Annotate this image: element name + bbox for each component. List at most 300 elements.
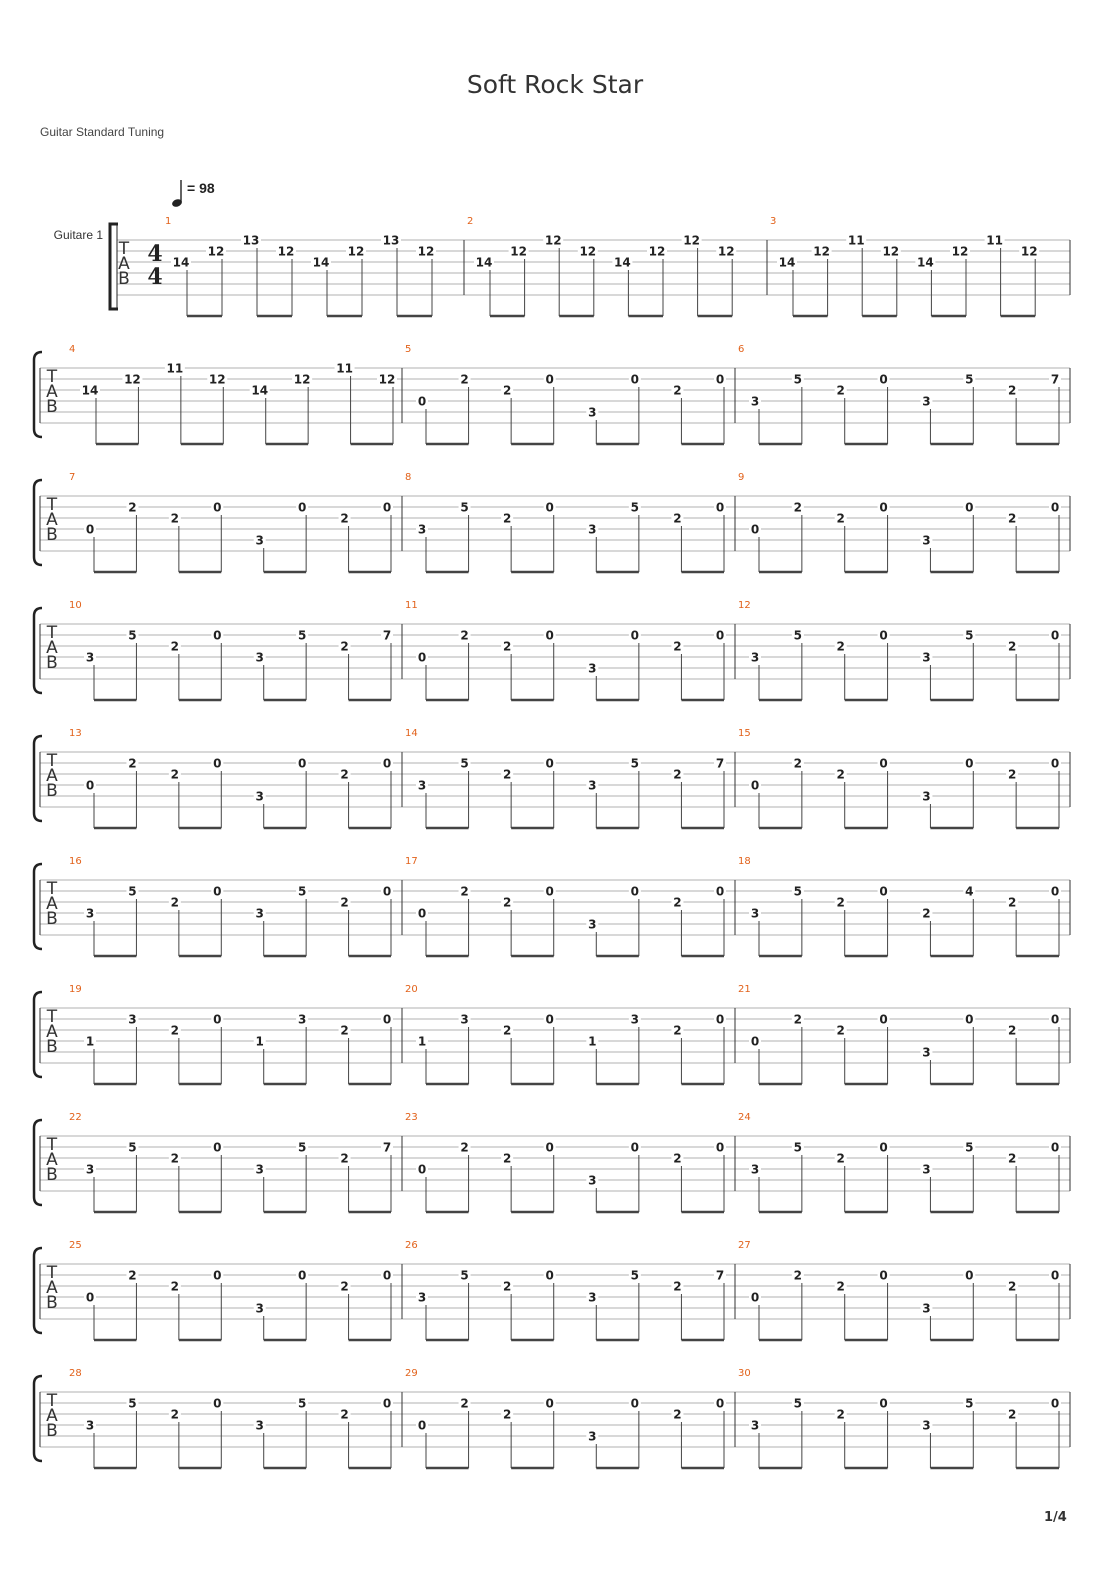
- fret-number: 12: [417, 244, 435, 259]
- fret-number: 14: [917, 255, 934, 270]
- fret-number: 2: [793, 1012, 803, 1027]
- fret-number: 2: [673, 383, 682, 398]
- fret-number: 2: [170, 767, 180, 782]
- fret-number: 0: [1050, 756, 1060, 771]
- tab-label-a: A: [46, 1278, 58, 1298]
- fret-number: 2: [460, 372, 469, 387]
- fret-number: 3: [588, 1290, 597, 1305]
- fret-number: 0: [879, 1268, 888, 1283]
- fret-number: 0: [85, 522, 95, 537]
- fret-number: 2: [922, 906, 931, 921]
- tab-label-t: T: [46, 1263, 58, 1283]
- fret-number: 2: [673, 1023, 682, 1038]
- fret-number: 0: [545, 1140, 554, 1155]
- fret-number: 2: [673, 639, 682, 654]
- fret-number: 0: [879, 1396, 888, 1411]
- fret-number: 3: [417, 778, 427, 793]
- tab-label-t: T: [46, 879, 58, 899]
- fret-number: 0: [297, 756, 307, 771]
- system-bracket: [34, 1120, 42, 1205]
- fret-number: 12: [544, 233, 562, 248]
- fret-number: 2: [502, 511, 512, 526]
- fret-number: 0: [417, 1162, 427, 1177]
- fret-number: 5: [460, 500, 469, 515]
- fret-number: 5: [297, 1140, 307, 1155]
- measure-number: 7: [69, 472, 76, 483]
- measure-number: 18: [738, 856, 751, 867]
- fret-number: 2: [460, 884, 469, 899]
- tab-label-b: B: [46, 397, 58, 417]
- fret-number: 3: [922, 1418, 931, 1433]
- system-bracket: [34, 608, 42, 693]
- fret-number: 13: [382, 233, 400, 248]
- fret-number: 3: [85, 1418, 95, 1433]
- fret-number: 0: [750, 522, 760, 537]
- tab-label-t: T: [118, 239, 130, 259]
- fret-number: 5: [630, 756, 640, 771]
- fret-number: 2: [1007, 1023, 1017, 1038]
- measure-number: 19: [69, 984, 82, 995]
- fret-number: 0: [965, 756, 974, 771]
- fret-number: 5: [297, 1396, 307, 1411]
- fret-number: 14: [778, 255, 796, 270]
- fret-number: 3: [922, 1162, 931, 1177]
- fret-number: 2: [128, 756, 137, 771]
- fret-number: 14: [251, 383, 269, 398]
- tab-label-t: T: [46, 1135, 58, 1155]
- measure-number: 23: [405, 1112, 418, 1123]
- tab-label-a: A: [46, 382, 58, 402]
- fret-number: 5: [965, 372, 974, 387]
- fret-number: 12: [717, 244, 735, 259]
- fret-number: 12: [882, 244, 900, 259]
- fret-number: 3: [588, 405, 597, 420]
- fret-number: 13: [242, 233, 260, 248]
- time-signature-bottom: 4: [147, 264, 163, 290]
- fret-number: 0: [715, 500, 725, 515]
- fret-number: 0: [213, 756, 222, 771]
- fret-number: 3: [922, 1301, 931, 1316]
- fret-number: 2: [340, 639, 349, 654]
- song-title: Soft Rock Star: [466, 70, 644, 99]
- fret-number: 0: [545, 1396, 554, 1411]
- fret-number: 3: [588, 1173, 597, 1188]
- fret-number: 5: [793, 884, 803, 899]
- system-bracket: [34, 992, 42, 1077]
- fret-number: 0: [1050, 500, 1060, 515]
- fret-number: 14: [312, 255, 330, 270]
- fret-number: 3: [588, 778, 597, 793]
- system-bracket: [34, 1376, 42, 1461]
- fret-number: 7: [382, 1140, 392, 1155]
- measure-number: 21: [738, 984, 751, 995]
- tab-label-t: T: [46, 1007, 58, 1027]
- fret-number: 12: [813, 244, 830, 259]
- fret-number: 12: [1020, 244, 1038, 259]
- measure-number: 1: [165, 216, 172, 227]
- tab-label-a: A: [118, 254, 130, 274]
- fret-number: 5: [297, 884, 307, 899]
- fret-number: 2: [1007, 1151, 1017, 1166]
- fret-number: 0: [382, 1268, 392, 1283]
- fret-number: 0: [750, 1290, 760, 1305]
- fret-number: 3: [750, 1418, 760, 1433]
- fret-number: 11: [847, 233, 865, 248]
- fret-number: 2: [836, 767, 845, 782]
- fret-number: 3: [255, 1162, 264, 1177]
- fret-number: 3: [588, 917, 597, 932]
- fret-number: 0: [213, 628, 222, 643]
- fret-number: 3: [630, 1012, 640, 1027]
- fret-number: 2: [502, 767, 512, 782]
- fret-number: 7: [715, 756, 725, 771]
- measure-number: 11: [405, 600, 418, 611]
- fret-number: 2: [793, 500, 803, 515]
- fret-number: 2: [502, 1023, 512, 1038]
- tab-label-t: T: [46, 623, 58, 643]
- fret-number: 0: [965, 500, 974, 515]
- measure-number: 26: [405, 1240, 418, 1251]
- fret-number: 0: [417, 650, 427, 665]
- fret-number: 0: [965, 1012, 974, 1027]
- fret-number: 12: [208, 372, 226, 387]
- fret-number: 0: [382, 500, 392, 515]
- fret-number: 0: [85, 778, 95, 793]
- fret-number: 3: [922, 789, 931, 804]
- fret-number: 3: [128, 1012, 137, 1027]
- fret-number: 2: [170, 1279, 180, 1294]
- fret-number: 12: [207, 244, 225, 259]
- fret-number: 2: [673, 895, 682, 910]
- fret-number: 3: [750, 394, 760, 409]
- tab-label-a: A: [46, 894, 58, 914]
- tab-label-t: T: [46, 367, 58, 387]
- fret-number: 0: [630, 1396, 640, 1411]
- tempo-marking: = 98: [187, 180, 215, 196]
- tab-label-a: A: [46, 1022, 58, 1042]
- measure-number: 27: [738, 1240, 751, 1251]
- fret-number: 5: [128, 884, 137, 899]
- system-bracket: [34, 1248, 42, 1333]
- fret-number: 2: [340, 1279, 349, 1294]
- fret-number: 0: [715, 1396, 725, 1411]
- fret-number: 3: [255, 906, 264, 921]
- fret-number: 2: [460, 1140, 469, 1155]
- system-bracket: [34, 480, 42, 565]
- fret-number: 2: [836, 1151, 845, 1166]
- fret-number: 12: [378, 372, 396, 387]
- fret-number: 2: [793, 1268, 803, 1283]
- tab-label-t: T: [46, 495, 58, 515]
- fret-number: 1: [255, 1034, 264, 1049]
- fret-number: 3: [460, 1012, 469, 1027]
- fret-number: 2: [460, 1396, 469, 1411]
- fret-number: 0: [630, 628, 640, 643]
- fret-number: 3: [297, 1012, 307, 1027]
- fret-number: 0: [297, 1268, 307, 1283]
- fret-number: 2: [170, 639, 180, 654]
- fret-number: 0: [1050, 1140, 1060, 1155]
- fret-number: 5: [965, 628, 974, 643]
- measure-number: 2: [467, 216, 474, 227]
- fret-number: 0: [382, 1396, 392, 1411]
- fret-number: 2: [1007, 511, 1017, 526]
- fret-number: 0: [545, 1012, 554, 1027]
- fret-number: 3: [417, 522, 427, 537]
- fret-number: 3: [588, 1429, 597, 1444]
- fret-number: 5: [965, 1396, 974, 1411]
- tab-label-b: B: [46, 781, 58, 801]
- fret-number: 12: [648, 244, 666, 259]
- fret-number: 0: [1050, 628, 1060, 643]
- fret-number: 5: [793, 1140, 803, 1155]
- fret-number: 0: [715, 628, 725, 643]
- measure-number: 30: [738, 1368, 751, 1379]
- fret-number: 12: [510, 244, 527, 259]
- tab-label-a: A: [46, 638, 58, 658]
- page-number: 1/4: [1044, 1510, 1067, 1525]
- fret-number: 2: [170, 511, 180, 526]
- fret-number: 0: [630, 372, 640, 387]
- fret-number: 2: [340, 895, 349, 910]
- fret-number: 1: [85, 1034, 95, 1049]
- fret-number: 2: [673, 1407, 682, 1422]
- time-signature-top: 4: [147, 241, 163, 267]
- measure-number: 12: [738, 600, 751, 611]
- tab-label-b: B: [46, 1037, 58, 1057]
- fret-number: 2: [836, 639, 845, 654]
- fret-number: 0: [879, 500, 888, 515]
- fret-number: 0: [213, 1268, 222, 1283]
- fret-number: 0: [879, 1012, 888, 1027]
- measure-number: 25: [69, 1240, 82, 1251]
- fret-number: 2: [836, 1279, 845, 1294]
- fret-number: 3: [255, 1301, 264, 1316]
- fret-number: 5: [297, 628, 307, 643]
- fret-number: 2: [502, 383, 512, 398]
- fret-number: 0: [879, 1140, 888, 1155]
- measure-number: 3: [770, 216, 777, 227]
- fret-number: 3: [750, 1162, 760, 1177]
- fret-number: 0: [715, 372, 725, 387]
- tab-label-b: B: [46, 1421, 58, 1441]
- fret-number: 2: [836, 511, 845, 526]
- measure-number: 17: [405, 856, 418, 867]
- fret-number: 3: [588, 661, 597, 676]
- fret-number: 3: [922, 650, 931, 665]
- fret-number: 2: [170, 1023, 180, 1038]
- tab-label-a: A: [46, 1406, 58, 1426]
- fret-number: 0: [715, 1140, 725, 1155]
- fret-number: 2: [340, 1151, 349, 1166]
- fret-number: 3: [750, 650, 760, 665]
- fret-number: 1: [588, 1034, 597, 1049]
- fret-number: 3: [255, 1418, 264, 1433]
- fret-number: 3: [750, 906, 760, 921]
- measure-number: 8: [405, 472, 412, 483]
- fret-number: 3: [255, 650, 264, 665]
- fret-number: 3: [85, 650, 95, 665]
- fret-number: 0: [85, 1290, 95, 1305]
- fret-number: 14: [475, 255, 493, 270]
- fret-number: 0: [1050, 1268, 1060, 1283]
- fret-number: 5: [128, 628, 137, 643]
- fret-number: 0: [545, 1268, 554, 1283]
- fret-number: 2: [793, 756, 803, 771]
- fret-number: 2: [502, 1279, 512, 1294]
- tuning-label: Guitar Standard Tuning: [40, 125, 165, 139]
- fret-number: 2: [128, 500, 137, 515]
- fret-number: 0: [417, 906, 427, 921]
- fret-number: 0: [213, 500, 222, 515]
- fret-number: 5: [630, 1268, 640, 1283]
- fret-number: 2: [836, 895, 845, 910]
- measure-number: 24: [738, 1112, 751, 1123]
- fret-number: 5: [793, 372, 803, 387]
- fret-number: 0: [545, 884, 554, 899]
- fret-number: 2: [170, 1407, 180, 1422]
- fret-number: 0: [213, 1012, 222, 1027]
- measure-number: 9: [738, 472, 745, 483]
- fret-number: 2: [1007, 1407, 1017, 1422]
- fret-number: 0: [213, 884, 222, 899]
- fret-number: 3: [922, 1045, 931, 1060]
- fret-number: 2: [128, 1268, 137, 1283]
- fret-number: 3: [255, 789, 264, 804]
- fret-number: 12: [277, 244, 295, 259]
- tab-label-b: B: [46, 1165, 58, 1185]
- tab-label-t: T: [46, 1391, 58, 1411]
- fret-number: 2: [340, 511, 349, 526]
- fret-number: 2: [502, 1151, 512, 1166]
- fret-number: 0: [1050, 884, 1060, 899]
- fret-number: 3: [588, 522, 597, 537]
- measure-number: 28: [69, 1368, 82, 1379]
- system-bracket: [34, 864, 42, 949]
- tab-label-b: B: [46, 525, 58, 545]
- measure-number: 20: [405, 984, 418, 995]
- fret-number: 5: [460, 1268, 469, 1283]
- fret-number: 1: [417, 1034, 427, 1049]
- fret-number: 12: [683, 233, 700, 248]
- fret-number: 3: [85, 1162, 95, 1177]
- fret-number: 3: [255, 533, 264, 548]
- tab-label-a: A: [46, 766, 58, 786]
- tab-label-b: B: [46, 1293, 58, 1313]
- fret-number: 2: [170, 1151, 180, 1166]
- fret-number: 0: [382, 756, 392, 771]
- fret-number: 5: [630, 500, 640, 515]
- fret-number: 0: [715, 884, 725, 899]
- fret-number: 0: [1050, 1396, 1060, 1411]
- fret-number: 5: [793, 628, 803, 643]
- measure-number: 5: [405, 344, 412, 355]
- fret-number: 2: [1007, 1279, 1017, 1294]
- fret-number: 12: [293, 372, 311, 387]
- fret-number: 0: [630, 1140, 640, 1155]
- fret-number: 12: [124, 372, 141, 387]
- measure-number: 29: [405, 1368, 418, 1379]
- measure-number: 4: [69, 344, 76, 355]
- fret-number: 2: [1007, 639, 1017, 654]
- measure-number: 10: [69, 600, 82, 611]
- fret-number: 0: [750, 1034, 760, 1049]
- fret-number: 0: [297, 500, 307, 515]
- fret-number: 0: [879, 628, 888, 643]
- fret-number: 2: [673, 1279, 682, 1294]
- fret-number: 14: [81, 383, 99, 398]
- fret-number: 0: [965, 1268, 974, 1283]
- fret-number: 14: [614, 255, 631, 270]
- tab-label-b: B: [46, 909, 58, 929]
- fret-number: 0: [879, 372, 888, 387]
- tab-label-b: B: [118, 269, 130, 289]
- fret-number: 0: [879, 884, 888, 899]
- fret-number: 0: [545, 756, 554, 771]
- fret-number: 5: [128, 1396, 137, 1411]
- fret-number: 2: [836, 1023, 845, 1038]
- system-bracket: [34, 352, 42, 437]
- measure-number: 6: [738, 344, 745, 355]
- fret-number: 0: [879, 756, 888, 771]
- fret-number: 5: [460, 756, 469, 771]
- fret-number: 3: [922, 533, 931, 548]
- fret-number: 2: [1007, 895, 1017, 910]
- fret-number: 2: [502, 895, 512, 910]
- tab-label-b: B: [46, 653, 58, 673]
- fret-number: 7: [715, 1268, 725, 1283]
- fret-number: 2: [340, 1023, 349, 1038]
- fret-number: 2: [1007, 767, 1017, 782]
- track-name: Guitare 1: [53, 228, 103, 242]
- tab-label-t: T: [46, 751, 58, 771]
- tab-label-a: A: [46, 1150, 58, 1170]
- fret-number: 4: [965, 884, 974, 899]
- fret-number: 2: [502, 639, 512, 654]
- fret-number: 11: [336, 361, 353, 376]
- fret-number: 5: [965, 1140, 974, 1155]
- fret-number: 11: [986, 233, 1003, 248]
- fret-number: 2: [340, 767, 349, 782]
- measure-number: 13: [69, 728, 82, 739]
- fret-number: 2: [836, 383, 845, 398]
- fret-number: 12: [347, 244, 365, 259]
- fret-number: 0: [545, 500, 554, 515]
- fret-number: 2: [673, 1151, 682, 1166]
- fret-number: 0: [382, 1012, 392, 1027]
- measure-number: 22: [69, 1112, 82, 1123]
- fret-number: 2: [836, 1407, 845, 1422]
- fret-number: 2: [340, 1407, 349, 1422]
- fret-number: 5: [128, 1140, 137, 1155]
- fret-number: 0: [750, 778, 760, 793]
- fret-number: 7: [1050, 372, 1060, 387]
- fret-number: 5: [793, 1396, 803, 1411]
- fret-number: 2: [673, 511, 682, 526]
- fret-number: 3: [922, 394, 931, 409]
- fret-number: 12: [579, 244, 597, 259]
- fret-number: 3: [85, 906, 95, 921]
- fret-number: 0: [545, 372, 554, 387]
- measure-number: 16: [69, 856, 82, 867]
- fret-number: 3: [417, 1290, 427, 1305]
- measure-number: 15: [738, 728, 751, 739]
- fret-number: 2: [502, 1407, 512, 1422]
- fret-number: 0: [417, 394, 427, 409]
- fret-number: 2: [1007, 383, 1017, 398]
- measure-number: 14: [405, 728, 418, 739]
- fret-number: 0: [630, 884, 640, 899]
